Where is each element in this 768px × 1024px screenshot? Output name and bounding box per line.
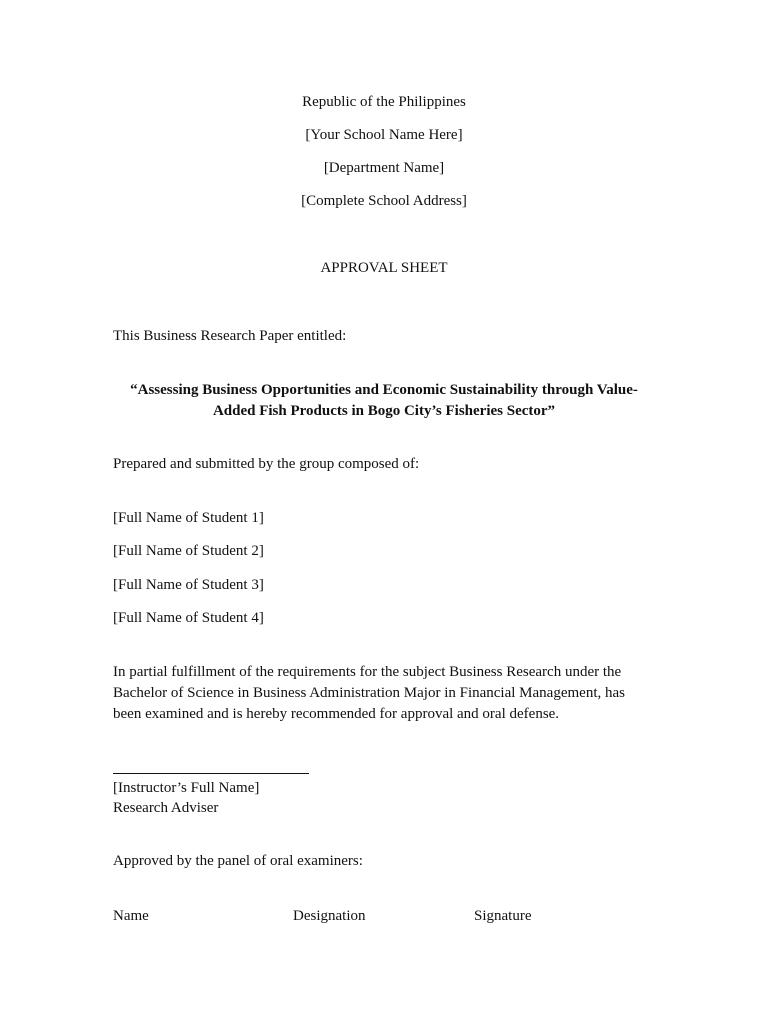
student-name-3: [Full Name of Student 3]: [113, 577, 264, 593]
adviser-name: [Instructor’s Full Name]: [113, 780, 260, 796]
panel-column-designation: Designation: [293, 908, 366, 924]
adviser-signature-line: [113, 773, 309, 774]
student-name-2: [Full Name of Student 2]: [113, 543, 264, 559]
student-name-4: [Full Name of Student 4]: [113, 610, 264, 626]
research-title: “Assessing Business Opportunities and Economic Sustainability through Value-Added Fish Products in Bogo City’s Fisheries Sector”: [130, 382, 638, 419]
country-line: Republic of the Philippines: [302, 94, 466, 110]
fulfillment-paragraph: In partial fulfillment of the requirements for the subject Business Research under the Bachelor of Science in Business Administration Major in Financial Management, has been examined and is hereby recommended for approval and oral defense.: [113, 664, 625, 722]
school-address: [Complete School Address]: [301, 193, 467, 209]
sheet-title: APPROVAL SHEET: [320, 260, 448, 276]
intro-text: This Business Research Paper entitled:: [113, 328, 347, 344]
school-name: [Your School Name Here]: [305, 127, 463, 143]
panel-column-signature: Signature: [474, 908, 532, 924]
panel-column-name: Name: [113, 908, 149, 924]
prepared-by-text: Prepared and submitted by the group composed of:: [113, 456, 420, 472]
department-name: [Department Name]: [323, 160, 445, 176]
panel-intro-text: Approved by the panel of oral examiners:: [113, 853, 363, 869]
adviser-role: Research Adviser: [113, 800, 219, 816]
student-name-1: [Full Name of Student 1]: [113, 510, 264, 526]
